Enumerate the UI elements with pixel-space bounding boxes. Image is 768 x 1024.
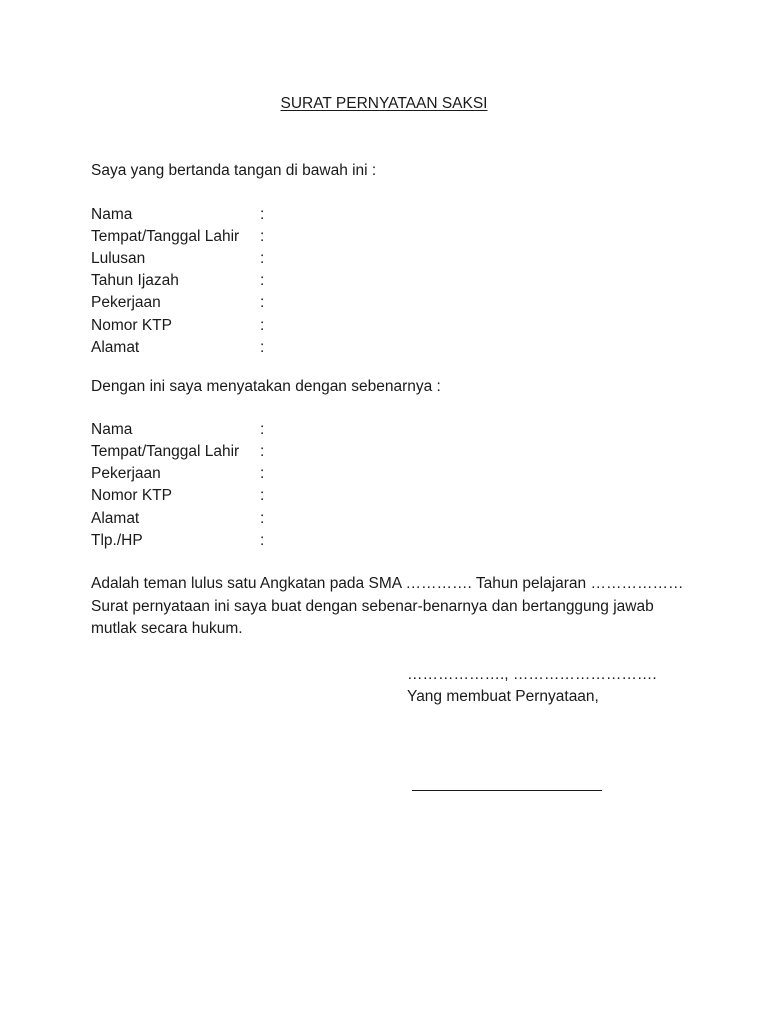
field-label: Nomor KTP: [91, 487, 172, 504]
field-label: Alamat: [91, 510, 140, 527]
field-colon: :: [260, 228, 265, 245]
field-colon: :: [260, 294, 265, 311]
field-colon: :: [260, 250, 265, 267]
field-colon: :: [260, 339, 265, 356]
field-label: Tempat/Tanggal Lahir: [91, 228, 240, 245]
field-label: Pekerjaan: [91, 465, 161, 482]
field-colon: :: [260, 421, 265, 438]
field-label: Nama: [91, 206, 133, 223]
intro-text: Saya yang bertanda tangan di bawah ini :: [91, 162, 377, 179]
closing-line: mutlak secara hukum.: [91, 620, 243, 637]
field-label: Tempat/Tanggal Lahir: [91, 443, 240, 460]
field-colon: :: [260, 532, 265, 549]
statement-text: Dengan ini saya menyatakan dengan sebenarnya :: [91, 378, 441, 395]
field-colon: :: [260, 510, 265, 527]
field-colon: :: [260, 317, 265, 334]
field-label: Alamat: [91, 339, 140, 356]
field-label: Tahun Ijazah: [91, 272, 179, 289]
field-label: Nama: [91, 421, 133, 438]
document-title: SURAT PERNYATAAN SAKSI: [280, 95, 488, 112]
field-colon: :: [260, 443, 265, 460]
field-label: Nomor KTP: [91, 317, 172, 334]
signer-label: Yang membuat Pernyataan,: [407, 688, 599, 705]
closing-line: Adalah teman lulus satu Angkatan pada SMA …………. Tahun pelajaran ………………: [91, 575, 684, 592]
signature-line: [412, 790, 602, 791]
field-colon: :: [260, 465, 265, 482]
field-label: Tlp./HP: [91, 532, 143, 549]
field-label: Pekerjaan: [91, 294, 161, 311]
field-colon: :: [260, 487, 265, 504]
field-colon: :: [260, 206, 265, 223]
closing-line: Surat pernyataan ini saya buat dengan sebenar-benarnya dan bertanggung jawab: [91, 597, 654, 615]
place-date-placeholder: ………………., ……………………….: [407, 666, 657, 683]
closing-paragraph: [91, 573, 691, 641]
field-label: Lulusan: [91, 250, 146, 267]
field-colon: :: [260, 272, 265, 289]
